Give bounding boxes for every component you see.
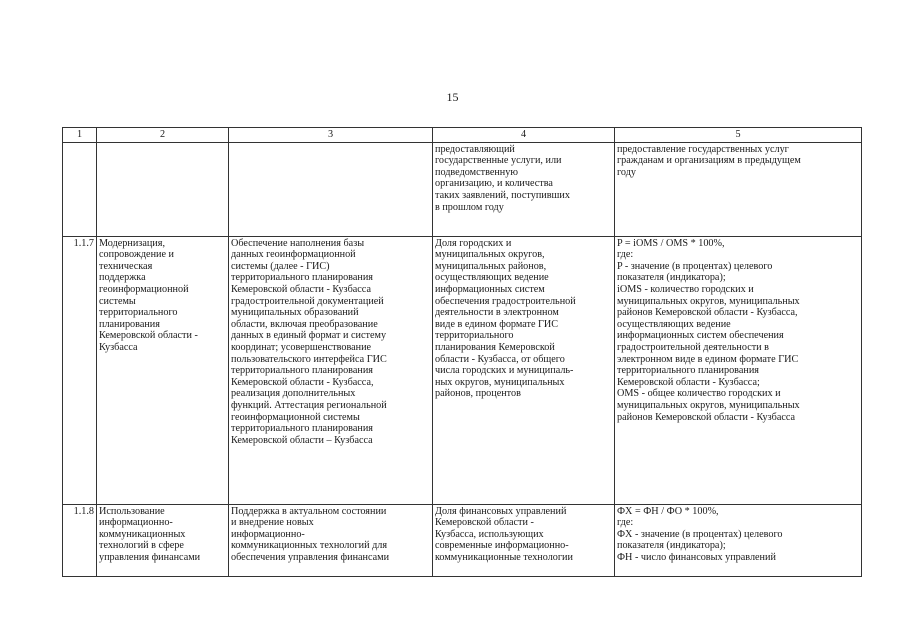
program-table bbox=[62, 127, 862, 577]
indicator-formula: предоставление государственных услуг гражданам и организациям в предыдущем году bbox=[615, 142, 862, 236]
row-number bbox=[63, 142, 97, 236]
table-row bbox=[63, 142, 862, 236]
header-col-2: 2 bbox=[97, 128, 229, 143]
indicator-formula: P = iOMS / OMS * 100%, где: P - значение (в процентах) целевого показателя (индикатора); iOMS - количество городских и муниципальных округов, муниципальных районов Кемеровской области - Кузбасса, осуществляющих ведение информационных систем обеспечения градостроительной деятельности в электронном виде в едином формате ГИС территориального планирования Кемеровской области - Кузбасса; OMS - общее количество городских и муниципальных округов, муниципальных районов Кемеровской области - Кузбасса bbox=[615, 236, 862, 504]
indicator-name: Доля городских и муниципальных округов, муниципальных районов, осуществляющих ведение информационных систем обеспечения градостроительной деятельности в электронном виде в едином формате ГИС территориального планирования Кемеровской области - Кузбасса, от общего числа городских и муниципаль- ных округов, муниципальных районов, процентов bbox=[433, 236, 615, 504]
activity-name: Модернизация, сопровождение и техническая поддержка геоинформационной системы территориального планирования Кемеровской области - Кузбасса bbox=[97, 236, 229, 504]
activity-name: Использование информационно- коммуникационных технологий в сфере управления финансами bbox=[97, 504, 229, 576]
activity-name bbox=[97, 142, 229, 236]
row-number: 1.1.7 bbox=[63, 236, 97, 504]
table-header bbox=[63, 128, 862, 143]
indicator-name: предоставляющий государственные услуги, или подведомственную организацию, и количества таких заявлений, поступивших в прошлом году bbox=[433, 142, 615, 236]
activity-description: Поддержка в актуальном состоянии и внедрение новых информационно- коммуникационных технологий для обеспечения управления финансами bbox=[229, 504, 433, 576]
indicator-formula: ФХ = ФН / ФО * 100%, где: ФХ - значение (в процентах) целевого показателя (индикатора); ФН - число финансовых управлений bbox=[615, 504, 862, 576]
row-number: 1.1.8 bbox=[63, 504, 97, 576]
page-number: 15 bbox=[446, 90, 459, 104]
header-col-4: 4 bbox=[433, 128, 615, 143]
header-col-1: 1 bbox=[63, 128, 97, 143]
activity-description: Обеспечение наполнения базы данных геоинформационной системы (далее - ГИС) территориального планирования Кемеровской области - Кузбасса градостроительной документацией муниципальных образований области, включая преобразование данных в единый формат и систему координат; усовершенствование пользовательского интерфейса ГИС территориального планирования Кемеровской области - Кузбасса, реализация дополнительных функций. Аттестация региональной геоинформационной системы территориального планирования Кемеровской области – Кузбасса bbox=[229, 236, 433, 504]
table-row bbox=[63, 236, 862, 504]
activity-description bbox=[229, 142, 433, 236]
header-col-5: 5 bbox=[615, 128, 862, 143]
table-body bbox=[63, 142, 862, 576]
table-row bbox=[63, 504, 862, 576]
header-col-3: 3 bbox=[229, 128, 433, 143]
indicator-name: Доля финансовых управлений Кемеровской области - Кузбасса, использующих современные информационно- коммуникационные технологии bbox=[433, 504, 615, 576]
header-row bbox=[63, 128, 862, 143]
